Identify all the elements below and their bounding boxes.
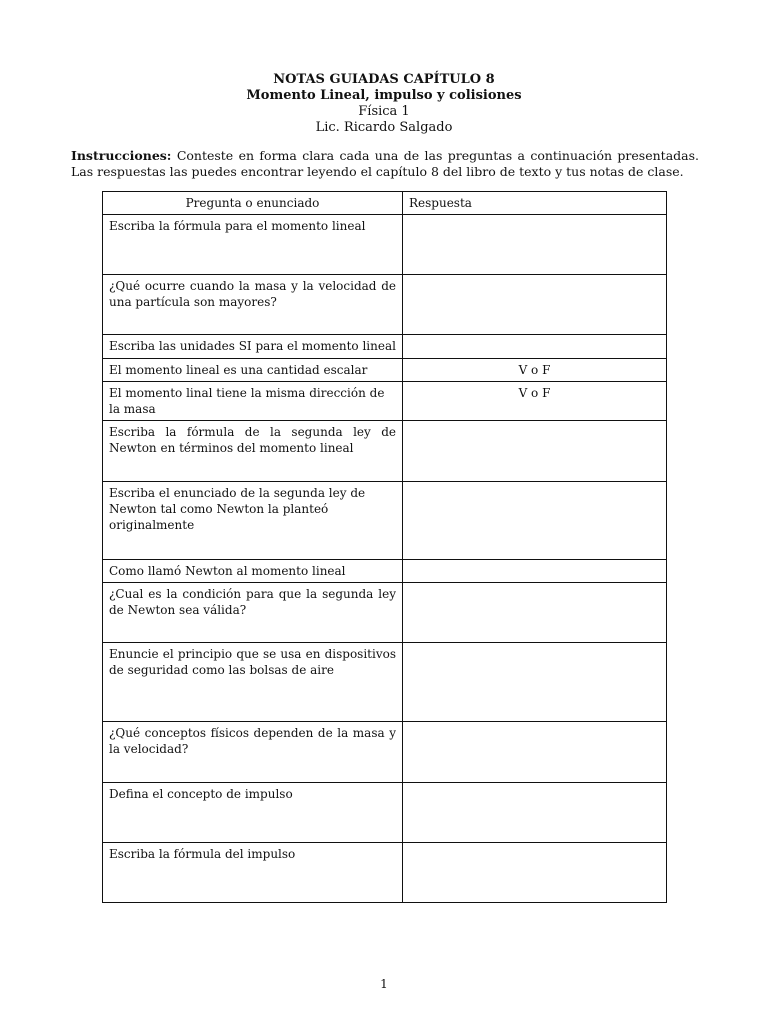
answer-cell[interactable] [403,583,667,643]
table-row [103,783,667,843]
answer-cell[interactable] [403,421,667,482]
table-row [103,843,667,903]
question-cell: Enuncie el principio que se usa en dispositivos de seguridad como las bolsas de aire [103,643,403,722]
header-answer: Respuesta [403,192,667,215]
answer-cell[interactable]: V o F [403,359,667,382]
table-row [103,560,667,583]
instructor-name: Lic. Ricardo Salgado [315,120,453,135]
answer-cell[interactable] [403,275,667,335]
table-row [103,482,667,560]
question-cell: Escriba las unidades SI para el momento lineal [103,335,403,359]
table-header-row [103,192,667,215]
instructions-text: Conteste en forma clara cada una de las preguntas a continuación presentadas. Las respuestas las puedes encontrar leyendo el capítulo 8 del libro de texto y tus notas de clase. [71,148,699,179]
table-row [103,359,667,382]
question-cell: Escriba la fórmula del impulso [103,843,403,903]
course-name: Física 1 [358,104,410,119]
instructions-paragraph [71,148,699,180]
document-subtitle: Momento Lineal, impulso y colisiones [246,88,522,103]
document-title: NOTAS GUIADAS CAPÍTULO 8 [273,72,495,87]
answer-cell[interactable] [403,783,667,843]
question-cell: Escriba la fórmula de la segunda ley de Newton en términos del momento lineal [103,421,403,482]
table-row [103,583,667,643]
question-cell: Escriba el enunciado de la segunda ley de Newton tal como Newton la planteó originalmente [103,482,403,560]
answer-cell[interactable] [403,335,667,359]
question-cell: ¿Qué ocurre cuando la masa y la velocidad de una partícula son mayores? [103,275,403,335]
document-header [0,72,768,136]
table-row [103,335,667,359]
questions-table [102,191,667,903]
question-cell: El momento lineal es una cantidad escalar [103,359,403,382]
answer-cell[interactable] [403,722,667,783]
question-cell: ¿Qué conceptos físicos dependen de la masa y la velocidad? [103,722,403,783]
instructions-label: Instrucciones: [71,148,172,163]
question-cell: ¿Cual es la condición para que la segunda ley de Newton sea válida? [103,583,403,643]
question-cell: Como llamó Newton al momento lineal [103,560,403,583]
table-row [103,722,667,783]
answer-cell[interactable] [403,482,667,560]
table-row [103,643,667,722]
answer-cell[interactable] [403,843,667,903]
table-row [103,275,667,335]
table-row [103,421,667,482]
header-question: Pregunta o enunciado [103,192,403,215]
table-row [103,215,667,275]
answer-cell[interactable]: V o F [403,382,667,421]
answer-cell[interactable] [403,215,667,275]
page-number: 1 [380,977,388,991]
question-cell: Escriba la fórmula para el momento lineal [103,215,403,275]
table-row [103,382,667,421]
answer-cell[interactable] [403,643,667,722]
question-cell: El momento linal tiene la misma dirección de la masa [103,382,403,421]
question-cell: Defina el concepto de impulso [103,783,403,843]
answer-cell[interactable] [403,560,667,583]
